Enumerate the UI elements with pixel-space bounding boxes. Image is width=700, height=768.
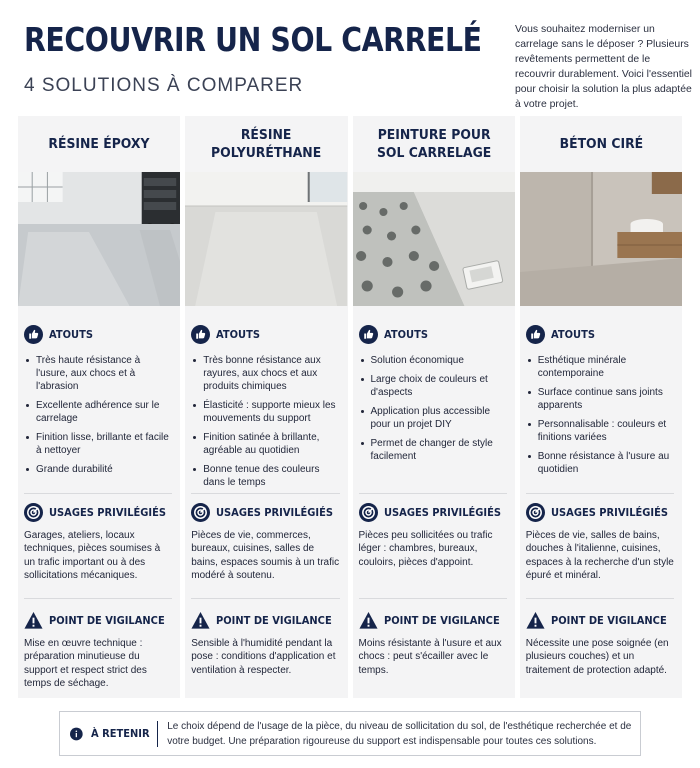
divider <box>24 598 172 599</box>
list-item: Solution économique <box>359 354 507 367</box>
thumbs-up-icon <box>526 325 545 344</box>
usages-label: USAGES PRIVILÉGIÉS <box>49 505 166 519</box>
target-icon <box>191 503 210 522</box>
atouts-section <box>359 324 507 469</box>
list-item: Application plus accessible pour un projet DIY <box>359 405 507 431</box>
list-item: Excellente adhérence sur le carrelage <box>24 399 172 425</box>
intro-text: Vous souhaitez moderniser un carrelage sans le déposer ? Plusieurs revêtements permettent de le recouvrir durablement. Voici l'essentiel pour choisir la solution la plus adaptée à votre projet. <box>515 24 692 110</box>
vigilance-section <box>526 610 674 677</box>
photo-polyurethane-room <box>185 172 347 306</box>
divider <box>526 598 674 599</box>
usages-text: Pièces peu sollicitées ou trafic léger : chambres, bureaux, couloirs, pièces d'appoint. <box>358 530 493 568</box>
photo-epoxy-garage <box>18 172 180 306</box>
retenir-label: À RETENIR <box>90 727 150 740</box>
usages-section <box>24 502 172 582</box>
retenir-text: Le choix dépend de l'usage de la pièce, du niveau de sollicitation du sol, de l'esthétique recherchée et de votre budget. Une préparation rigoureuse du support est indispensable pour toutes ces solutions. <box>167 720 632 747</box>
usages-text: Pièces de vie, salles de bains, douches à l'italienne, cuisines, espaces à la recherche d'un style épuré et minéral. <box>525 530 674 581</box>
atouts-label: ATOUTS <box>383 327 428 341</box>
list-item: Grande durabilité <box>24 463 172 476</box>
vigilance-section <box>24 610 172 690</box>
comparison-columns <box>18 116 682 698</box>
list-item: Finition satinée à brillante, agréable au quotidien <box>191 431 339 457</box>
divider <box>191 493 339 494</box>
list-item: Finition lisse, brillante et facile à nettoyer <box>24 431 172 457</box>
thumbs-up-icon <box>191 325 210 344</box>
warning-icon <box>359 611 378 630</box>
vigilance-text: Nécessite une pose soignée (en plusieurs couches) et un traitement de protection adapté. <box>525 638 669 676</box>
vigilance-label: POINT DE VIGILANCE <box>216 613 332 627</box>
column-title: BÉTON CIRÉ <box>559 136 643 152</box>
column-peinture-sol <box>353 116 515 698</box>
list-item: Personnalisable : couleurs et finitions variées <box>526 418 674 444</box>
retenir-separator <box>157 721 158 747</box>
list-item: Très bonne résistance aux rayures, aux chocs et aux produits chimiques <box>191 354 339 393</box>
atouts-label: ATOUTS <box>216 327 261 341</box>
usages-label: USAGES PRIVILÉGIÉS <box>550 505 668 519</box>
usages-section <box>526 502 674 582</box>
column-title: RÉSINE POLYURÉTHANE <box>211 127 322 161</box>
atouts-section <box>526 324 674 482</box>
divider <box>526 493 674 494</box>
photo-painted-tiles <box>353 172 515 306</box>
column-title: PEINTURE POUR SOL CARRELAGE <box>376 127 491 161</box>
column-resine-polyurethane <box>185 116 347 698</box>
vigilance-label: POINT DE VIGILANCE <box>550 613 667 627</box>
usages-section <box>191 502 339 582</box>
vigilance-label: POINT DE VIGILANCE <box>383 613 500 627</box>
divider <box>24 493 172 494</box>
target-icon <box>526 503 545 522</box>
usages-label: USAGES PRIVILÉGIÉS <box>383 505 501 519</box>
column-beton-cire <box>520 116 682 698</box>
divider <box>359 493 507 494</box>
photo-beton-bathroom <box>520 172 682 306</box>
atouts-list <box>526 354 674 476</box>
vigilance-text: Sensible à l'humidité pendant la pose : conditions d'application et ventilation à respecter. <box>191 638 336 676</box>
list-item: Très haute résistance à l'usure, aux chocs et à l'abrasion <box>24 354 172 393</box>
vigilance-section <box>359 610 507 677</box>
list-item: Large choix de couleurs et d'aspects <box>359 373 507 399</box>
target-icon <box>24 503 43 522</box>
page-subtitle: 4 SOLUTIONS À COMPARER <box>24 75 304 96</box>
list-item: Permet de changer de style facilement <box>359 437 507 463</box>
usages-text: Pièces de vie, commerces, bureaux, cuisines, salles de bains, espaces soumis à un trafic modéré à soutenu. <box>191 530 340 581</box>
divider <box>359 598 507 599</box>
atouts-list <box>24 354 172 476</box>
thumbs-up-icon <box>359 325 378 344</box>
usages-text: Garages, ateliers, locaux techniques, pièces soumises à un trafic important ou à des sollicitations mécaniques. <box>24 530 161 581</box>
vigilance-text: Moins résistante à l'usure et aux chocs : peut s'écailler avec le temps. <box>358 638 502 676</box>
list-item: Esthétique minérale contemporaine <box>526 354 674 380</box>
thumbs-up-icon <box>24 325 43 344</box>
list-item: Bonne tenue des couleurs dans le temps <box>191 463 339 489</box>
list-item: Élasticité : supporte mieux les mouvements du support <box>191 399 339 425</box>
usages-label: USAGES PRIVILÉGIÉS <box>216 505 334 519</box>
warning-icon <box>24 611 43 630</box>
atouts-label: ATOUTS <box>49 327 93 341</box>
vigilance-text: Mise en œuvre technique : préparation minutieuse du support et respect strict des temps de séchage. <box>24 638 147 689</box>
column-title: RÉSINE ÉPOXY <box>48 136 150 152</box>
vigilance-section <box>191 610 339 677</box>
atouts-section <box>191 324 339 495</box>
atouts-section <box>24 324 172 482</box>
list-item: Surface continue sans joints apparents <box>526 386 674 412</box>
list-item: Bonne résistance à l'usure au quotidien <box>526 450 674 476</box>
column-resine-epoxy <box>18 116 180 698</box>
warning-icon <box>526 611 545 630</box>
page-title: RECOUVRIR UN SOL CARRELÉ <box>24 20 482 59</box>
info-icon <box>70 722 83 746</box>
atouts-list <box>191 354 339 489</box>
atouts-label: ATOUTS <box>550 327 595 341</box>
retenir-box <box>59 711 641 756</box>
divider <box>191 598 339 599</box>
warning-icon <box>191 611 210 630</box>
target-icon <box>359 503 378 522</box>
usages-section <box>359 502 507 569</box>
vigilance-label: POINT DE VIGILANCE <box>49 613 165 627</box>
atouts-list <box>359 354 507 463</box>
